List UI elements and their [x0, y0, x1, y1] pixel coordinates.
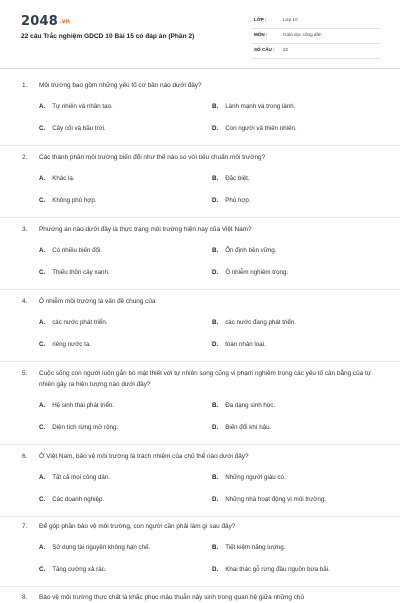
option-key: A. — [39, 474, 46, 481]
option-key: D. — [212, 566, 219, 573]
site-logo[interactable] — [21, 14, 70, 29]
option-key: C. — [39, 566, 46, 573]
question-number: 5. — [22, 370, 28, 377]
option-text: Khai thác gỗ rừng đầu nguồn bừa bãi. — [225, 566, 330, 573]
question-divider — [0, 516, 400, 517]
option-d[interactable] — [212, 424, 271, 431]
question-body: Phương án nào dưới đây là thực trạng môi trường hiện nay của Việt Nam? — [39, 226, 252, 233]
option-key: B. — [212, 544, 219, 551]
option-text: toàn nhân loại. — [225, 341, 266, 348]
option-text: Ổn định bền vững. — [225, 247, 277, 254]
option-text: Sử dụng tài nguyên không hạn chế. — [52, 544, 151, 551]
option-c[interactable] — [39, 424, 118, 431]
question-text — [22, 224, 378, 235]
meta-value: Lớp 10 — [283, 17, 298, 22]
question-number: 4. — [22, 298, 28, 305]
option-d[interactable] — [212, 197, 251, 204]
option-a[interactable] — [39, 175, 75, 182]
question-text — [22, 521, 378, 532]
meta-label: MÔN : — [254, 32, 268, 37]
option-text: Những người giàu có. — [225, 474, 286, 481]
option-text: các nước phát triển. — [52, 319, 108, 326]
question-divider — [0, 289, 400, 290]
logo-suffix: .vn — [58, 18, 71, 25]
option-a[interactable] — [39, 402, 114, 409]
option-key: C. — [39, 197, 46, 204]
option-key: A. — [39, 175, 46, 182]
question-number: 3. — [22, 226, 28, 233]
question-body: Để góp phần bảo vệ môi trường, con người cần phải làm gì sau đây? — [39, 523, 236, 530]
option-text: Thiếu thốn cây xanh. — [52, 269, 110, 276]
option-key: B. — [212, 175, 219, 182]
option-text: Phù hợp. — [225, 197, 251, 204]
option-text: riêng nước ta. — [52, 341, 91, 348]
question-body: Cuộc sống con người luôn gắn bó mật thiết với tự nhiên song cũng vi phạm nghiêm trọng các yếu tố cân bằng của tự nhiên gây ra hiện tượng nào dưới đây? — [39, 370, 372, 388]
option-key: C. — [39, 424, 46, 431]
question-body: Các thành phần môi trường biến đổi như thế nào so với tiêu chuẩn môi trường? — [39, 154, 266, 161]
question-divider — [0, 361, 400, 362]
option-c[interactable] — [39, 269, 110, 276]
option-text: Tiết kiệm năng lượng. — [225, 544, 286, 551]
option-c[interactable] — [39, 341, 91, 348]
option-key: D. — [212, 125, 219, 132]
option-key: B. — [212, 402, 219, 409]
option-key: D. — [212, 496, 219, 503]
question-number: 2. — [22, 154, 28, 161]
question-number: 1. — [22, 82, 28, 89]
option-b[interactable] — [212, 175, 250, 182]
option-d[interactable] — [212, 341, 266, 348]
question-text — [22, 152, 378, 163]
option-d[interactable] — [212, 269, 288, 276]
option-text: Đa dạng sinh học. — [225, 402, 276, 409]
question-body: Ở Việt Nam, bảo vệ môi trường là trách nhiệm của chủ thể nào dưới đây? — [39, 453, 249, 460]
option-text: Hệ sinh thái phát triển. — [52, 402, 115, 409]
option-key: A. — [39, 319, 46, 326]
option-text: Không phù hợp. — [52, 197, 97, 204]
option-c[interactable] — [39, 197, 97, 204]
option-key: A. — [39, 247, 46, 254]
header — [0, 0, 400, 72]
option-key: B. — [212, 319, 219, 326]
meta-label: LỚP : — [254, 17, 267, 22]
question-text — [22, 451, 378, 462]
meta-label: SỐ CÂU : — [254, 47, 275, 52]
question-text — [22, 80, 378, 91]
option-key: D. — [212, 197, 219, 204]
meta-value: Giáo dục công dân — [283, 32, 322, 37]
option-text: Có nhiều biến đổi. — [52, 247, 103, 254]
option-c[interactable] — [39, 566, 106, 573]
option-key: D. — [212, 341, 219, 348]
option-b[interactable] — [212, 103, 295, 110]
option-text: Ô nhiễm nghiêm trọng. — [225, 269, 289, 276]
option-text: Lành mạnh và trong lành. — [225, 103, 296, 110]
question-divider — [0, 217, 400, 218]
question-number: 6. — [22, 453, 28, 460]
option-text: Tăng cường xả rác. — [52, 566, 107, 573]
question-body: Ô nhiễm môi trường là vấn đề chung của — [39, 298, 156, 305]
option-key: C. — [39, 496, 46, 503]
option-b[interactable] — [212, 247, 276, 254]
meta-row-class — [252, 14, 380, 29]
question-text — [22, 368, 378, 390]
option-key: C. — [39, 125, 46, 132]
option-text: Tự nhiên và nhân tạo. — [52, 103, 113, 110]
option-a[interactable] — [39, 103, 113, 110]
option-b[interactable] — [212, 402, 275, 409]
question-divider — [0, 586, 400, 587]
option-text: các nước đang phát triển. — [225, 319, 296, 326]
option-key: B. — [212, 103, 219, 110]
option-key: B. — [212, 247, 219, 254]
option-d[interactable] — [212, 125, 297, 132]
option-c[interactable] — [39, 496, 104, 503]
header-divider — [0, 68, 400, 69]
option-text: Cây cối và bầu trời. — [52, 125, 106, 132]
option-key: C. — [39, 341, 46, 348]
option-a[interactable] — [39, 474, 110, 481]
option-a[interactable] — [39, 247, 102, 254]
question-body: Môi trường bao gồm những yếu tố cơ bản nào dưới đây? — [39, 82, 202, 89]
option-c[interactable] — [39, 125, 106, 132]
option-a[interactable] — [39, 544, 150, 551]
option-key: A. — [39, 103, 46, 110]
question-number: 7. — [22, 523, 28, 530]
option-key: D. — [212, 424, 219, 431]
option-key: C. — [39, 269, 46, 276]
page-title: 22 câu Trắc nghiệm GDCD 10 Bài 15 có đáp án (Phần 2) — [21, 33, 195, 40]
question-number: 8. — [22, 594, 28, 601]
question-divider — [0, 145, 400, 146]
option-b[interactable] — [212, 474, 286, 481]
option-text: Tất cả mọi công dân. — [52, 474, 110, 481]
option-a[interactable] — [39, 319, 108, 326]
meta-value: 22 — [283, 47, 289, 52]
logo-text: 2048 — [21, 14, 58, 29]
option-b[interactable] — [212, 319, 296, 326]
option-text: Con người và thiên nhiên. — [225, 125, 297, 132]
question-divider — [0, 444, 400, 445]
question-body: Bảo vệ môi trường thực chất là khắc phục mâu thuẫn nảy sinh trong quan hệ giữa những chủ — [39, 594, 305, 601]
question-text — [22, 296, 378, 307]
option-text: Những nhà hoạt động vì môi trường. — [225, 496, 326, 503]
option-text: Diện tích rừng mở rộng. — [52, 424, 119, 431]
question-text — [22, 592, 378, 603]
meta-row-count — [252, 44, 380, 59]
meta-row-subject — [252, 29, 380, 44]
option-text: Các doanh nghiệp. — [52, 496, 105, 503]
option-key: D. — [212, 269, 219, 276]
option-text: Biến đổi khí hậu. — [225, 424, 272, 431]
option-text: Khác lạ. — [52, 175, 75, 182]
option-b[interactable] — [212, 544, 285, 551]
option-d[interactable] — [212, 496, 326, 503]
option-key: A. — [39, 402, 46, 409]
option-key: B. — [212, 474, 219, 481]
option-key: A. — [39, 544, 46, 551]
option-d[interactable] — [212, 566, 330, 573]
option-text: Đặc biệt. — [225, 175, 250, 182]
